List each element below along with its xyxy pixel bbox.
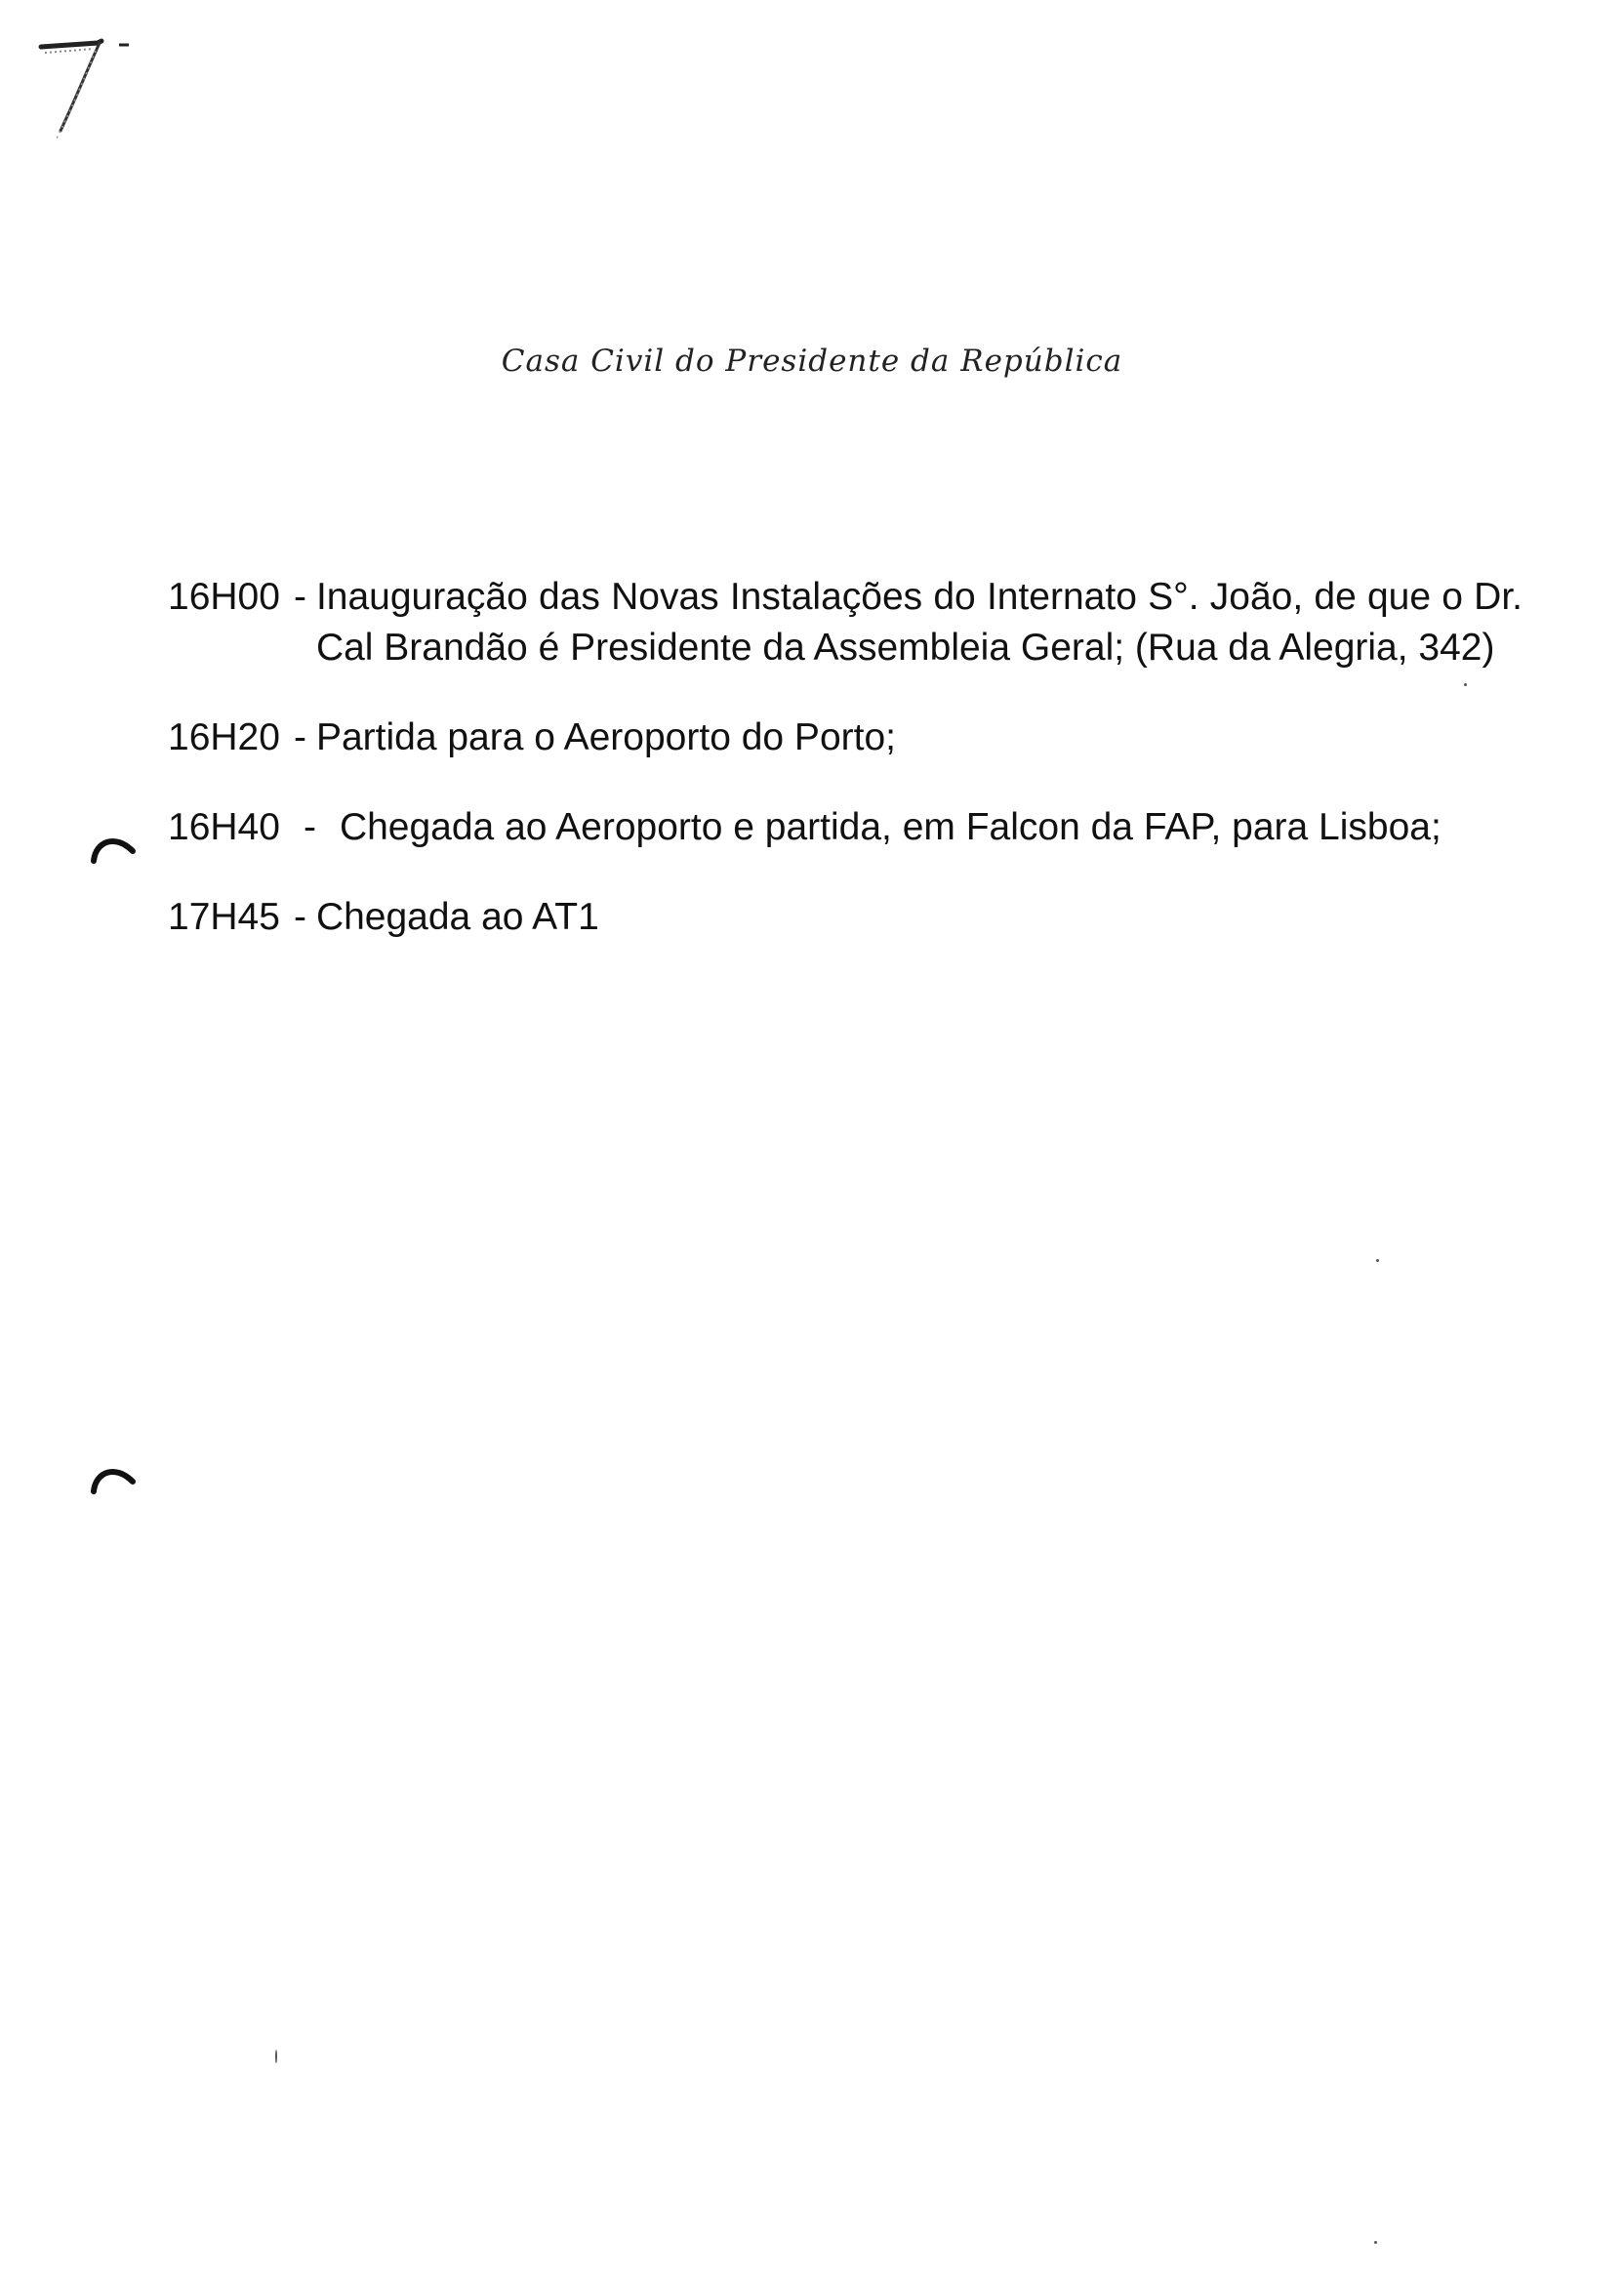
entry-separator: - — [303, 806, 316, 848]
entry-time: 16H20 — [168, 716, 280, 758]
entry-separator: - — [293, 716, 306, 758]
schedule-entry — [168, 572, 1522, 673]
entry-description: Chegada ao Aeroporto e partida, em Falcon da FAP, para Lisboa; — [339, 806, 1441, 848]
punch-hole-mark — [90, 1462, 137, 1495]
entry-description: Partida para o Aeroporto do Porto; — [315, 716, 896, 758]
schedule-entry — [168, 712, 1522, 763]
scan-speck — [275, 2050, 277, 2063]
page-number-mark — [37, 29, 144, 146]
entry-time: 16H40 — [168, 806, 280, 848]
schedule-entry — [168, 802, 1522, 853]
scan-speck — [1464, 683, 1467, 686]
scan-speck — [1376, 1259, 1379, 1262]
letterhead-title: Casa Civil do Presidente da República — [501, 344, 1123, 379]
scan-speck — [1374, 2241, 1377, 2244]
entry-description: Chegada ao AT1 — [315, 896, 599, 938]
entry-time: 17H45 — [168, 896, 280, 938]
entry-separator: - — [293, 576, 306, 618]
entry-time: 16H00 — [168, 576, 280, 618]
schedule-entry — [168, 892, 1522, 943]
schedule-list — [168, 572, 1522, 982]
punch-hole-mark — [90, 832, 137, 865]
entry-description: Inauguração das Novas Instalações do Internato S°. João, de que o Dr. Cal Brandão é Presidente da Assembleia Geral; (Rua da Alegria, 342) — [315, 576, 1522, 669]
entry-separator: - — [293, 896, 306, 938]
